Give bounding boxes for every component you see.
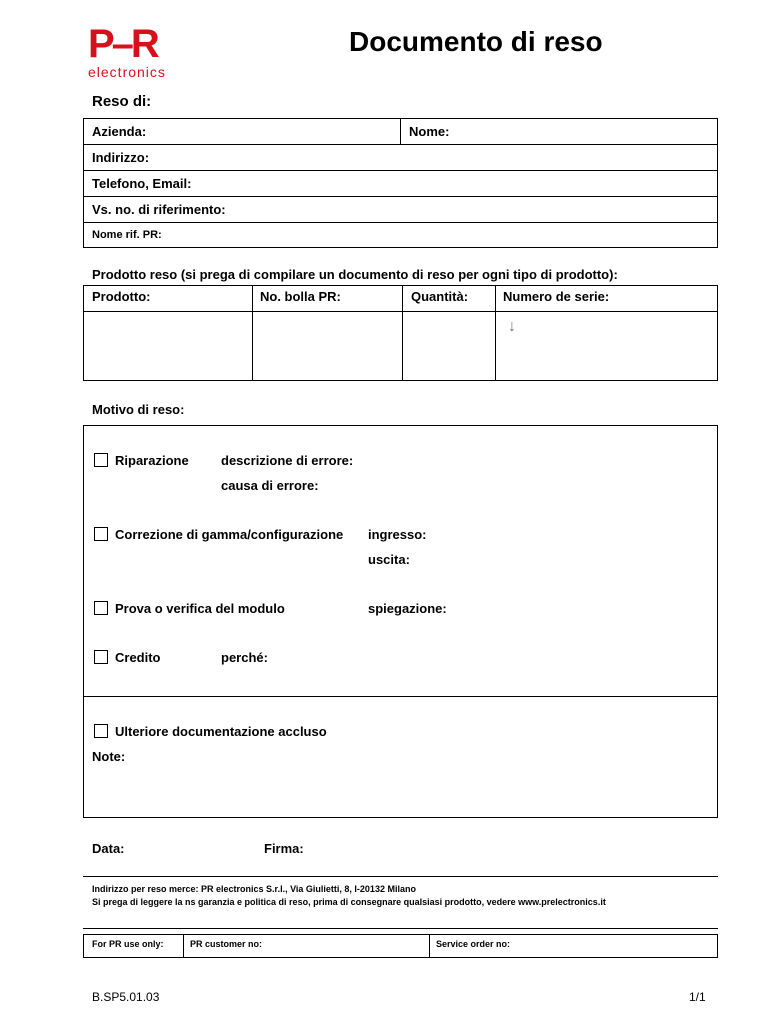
bolla-cell[interactable] [254,313,401,380]
divider [400,119,401,145]
footer-rule-2 [83,928,718,929]
nome-rif-field[interactable]: Nome rif. PR: [92,229,162,241]
ulteriore-checkbox[interactable] [94,724,108,738]
telefono-row [84,171,717,197]
riferimento-row [84,197,717,223]
nome-rif-row [84,223,717,248]
correzione-checkbox[interactable] [94,527,108,541]
riparazione-label: Riparazione [115,453,189,468]
col-serie: Numero de serie: [503,289,610,304]
riparazione-checkbox[interactable] [94,453,108,467]
divider [429,935,430,957]
serie-cell[interactable] [497,313,717,380]
data-label[interactable]: Data: [92,841,125,856]
prova-label: Prova o verifica del modulo [115,601,285,616]
col-prodotto: Prodotto: [92,289,151,304]
return-address: Indirizzo per reso merce: PR electronics S.r.l., Via Giulietti, 8, I-20132 Milano [92,884,416,894]
col-divider [402,286,403,381]
pr-use-label: For PR use only: [92,939,164,949]
telefono-email-field[interactable]: Telefono, Email: [92,176,192,191]
causa-errore-label: causa di errore: [221,478,319,493]
nome-field[interactable]: Nome: [409,124,450,139]
page-number: 1/1 [689,990,706,1004]
prodotto-cell[interactable] [86,313,251,380]
note-label[interactable]: Note: [92,749,126,764]
firma-label[interactable]: Firma: [264,841,304,856]
col-divider [495,286,496,381]
service-order-field[interactable]: Service order no: [436,939,511,949]
ulteriore-label: Ulteriore documentazione accluso [115,724,327,739]
motivo-box [83,425,718,818]
logo-subtitle: electronics [88,64,166,80]
logo-mark: P–R [88,22,157,66]
warranty-note: Si prega di leggere la ns garanzia e politica di reso, prima di consegnare qualsiasi prodotto, vedere www.prelectronics.it [92,897,606,907]
divider [183,935,184,957]
footer-rule [83,876,718,877]
riferimento-field[interactable]: Vs. no. di riferimento: [92,202,226,217]
azienda-field[interactable]: Azienda: [92,124,147,139]
indirizzo-row [84,145,717,171]
pr-use-table [83,934,718,958]
quantita-cell[interactable] [404,313,494,380]
document-code: B.SP5.01.03 [92,990,160,1004]
descrizione-errore-label: descrizione di errore: [221,453,354,468]
motivo-heading: Motivo di reso: [92,402,185,417]
correzione-label: Correzione di gamma/configurazione [115,527,344,542]
credito-label: Credito [115,650,161,665]
sender-info-box [83,118,718,248]
col-quantita: Quantità: [411,289,469,304]
product-table-header [84,286,717,312]
product-table [83,285,718,381]
ingresso-label: ingresso: [368,527,427,542]
perche-label: perché: [221,650,268,665]
pr-electronics-logo [88,22,180,83]
arrow-down-icon: ↓ [508,318,516,335]
indirizzo-field[interactable]: Indirizzo: [92,150,150,165]
customer-no-field[interactable]: PR customer no: [190,939,263,949]
page-title: Documento di reso [349,26,603,57]
uscita-label: uscita: [368,552,410,567]
motivo-divider [84,696,717,697]
col-bolla: No. bolla PR: [260,289,341,304]
reso-di-heading: Reso di: [92,93,152,110]
col-divider [252,286,253,381]
credito-checkbox[interactable] [94,650,108,664]
prova-checkbox[interactable] [94,601,108,615]
spiegazione-label: spiegazione: [368,601,447,616]
prodotto-heading: Prodotto reso (si prega di compilare un documento di reso per ogni tipo di prodotto): [92,267,618,282]
azienda-row [84,119,717,145]
